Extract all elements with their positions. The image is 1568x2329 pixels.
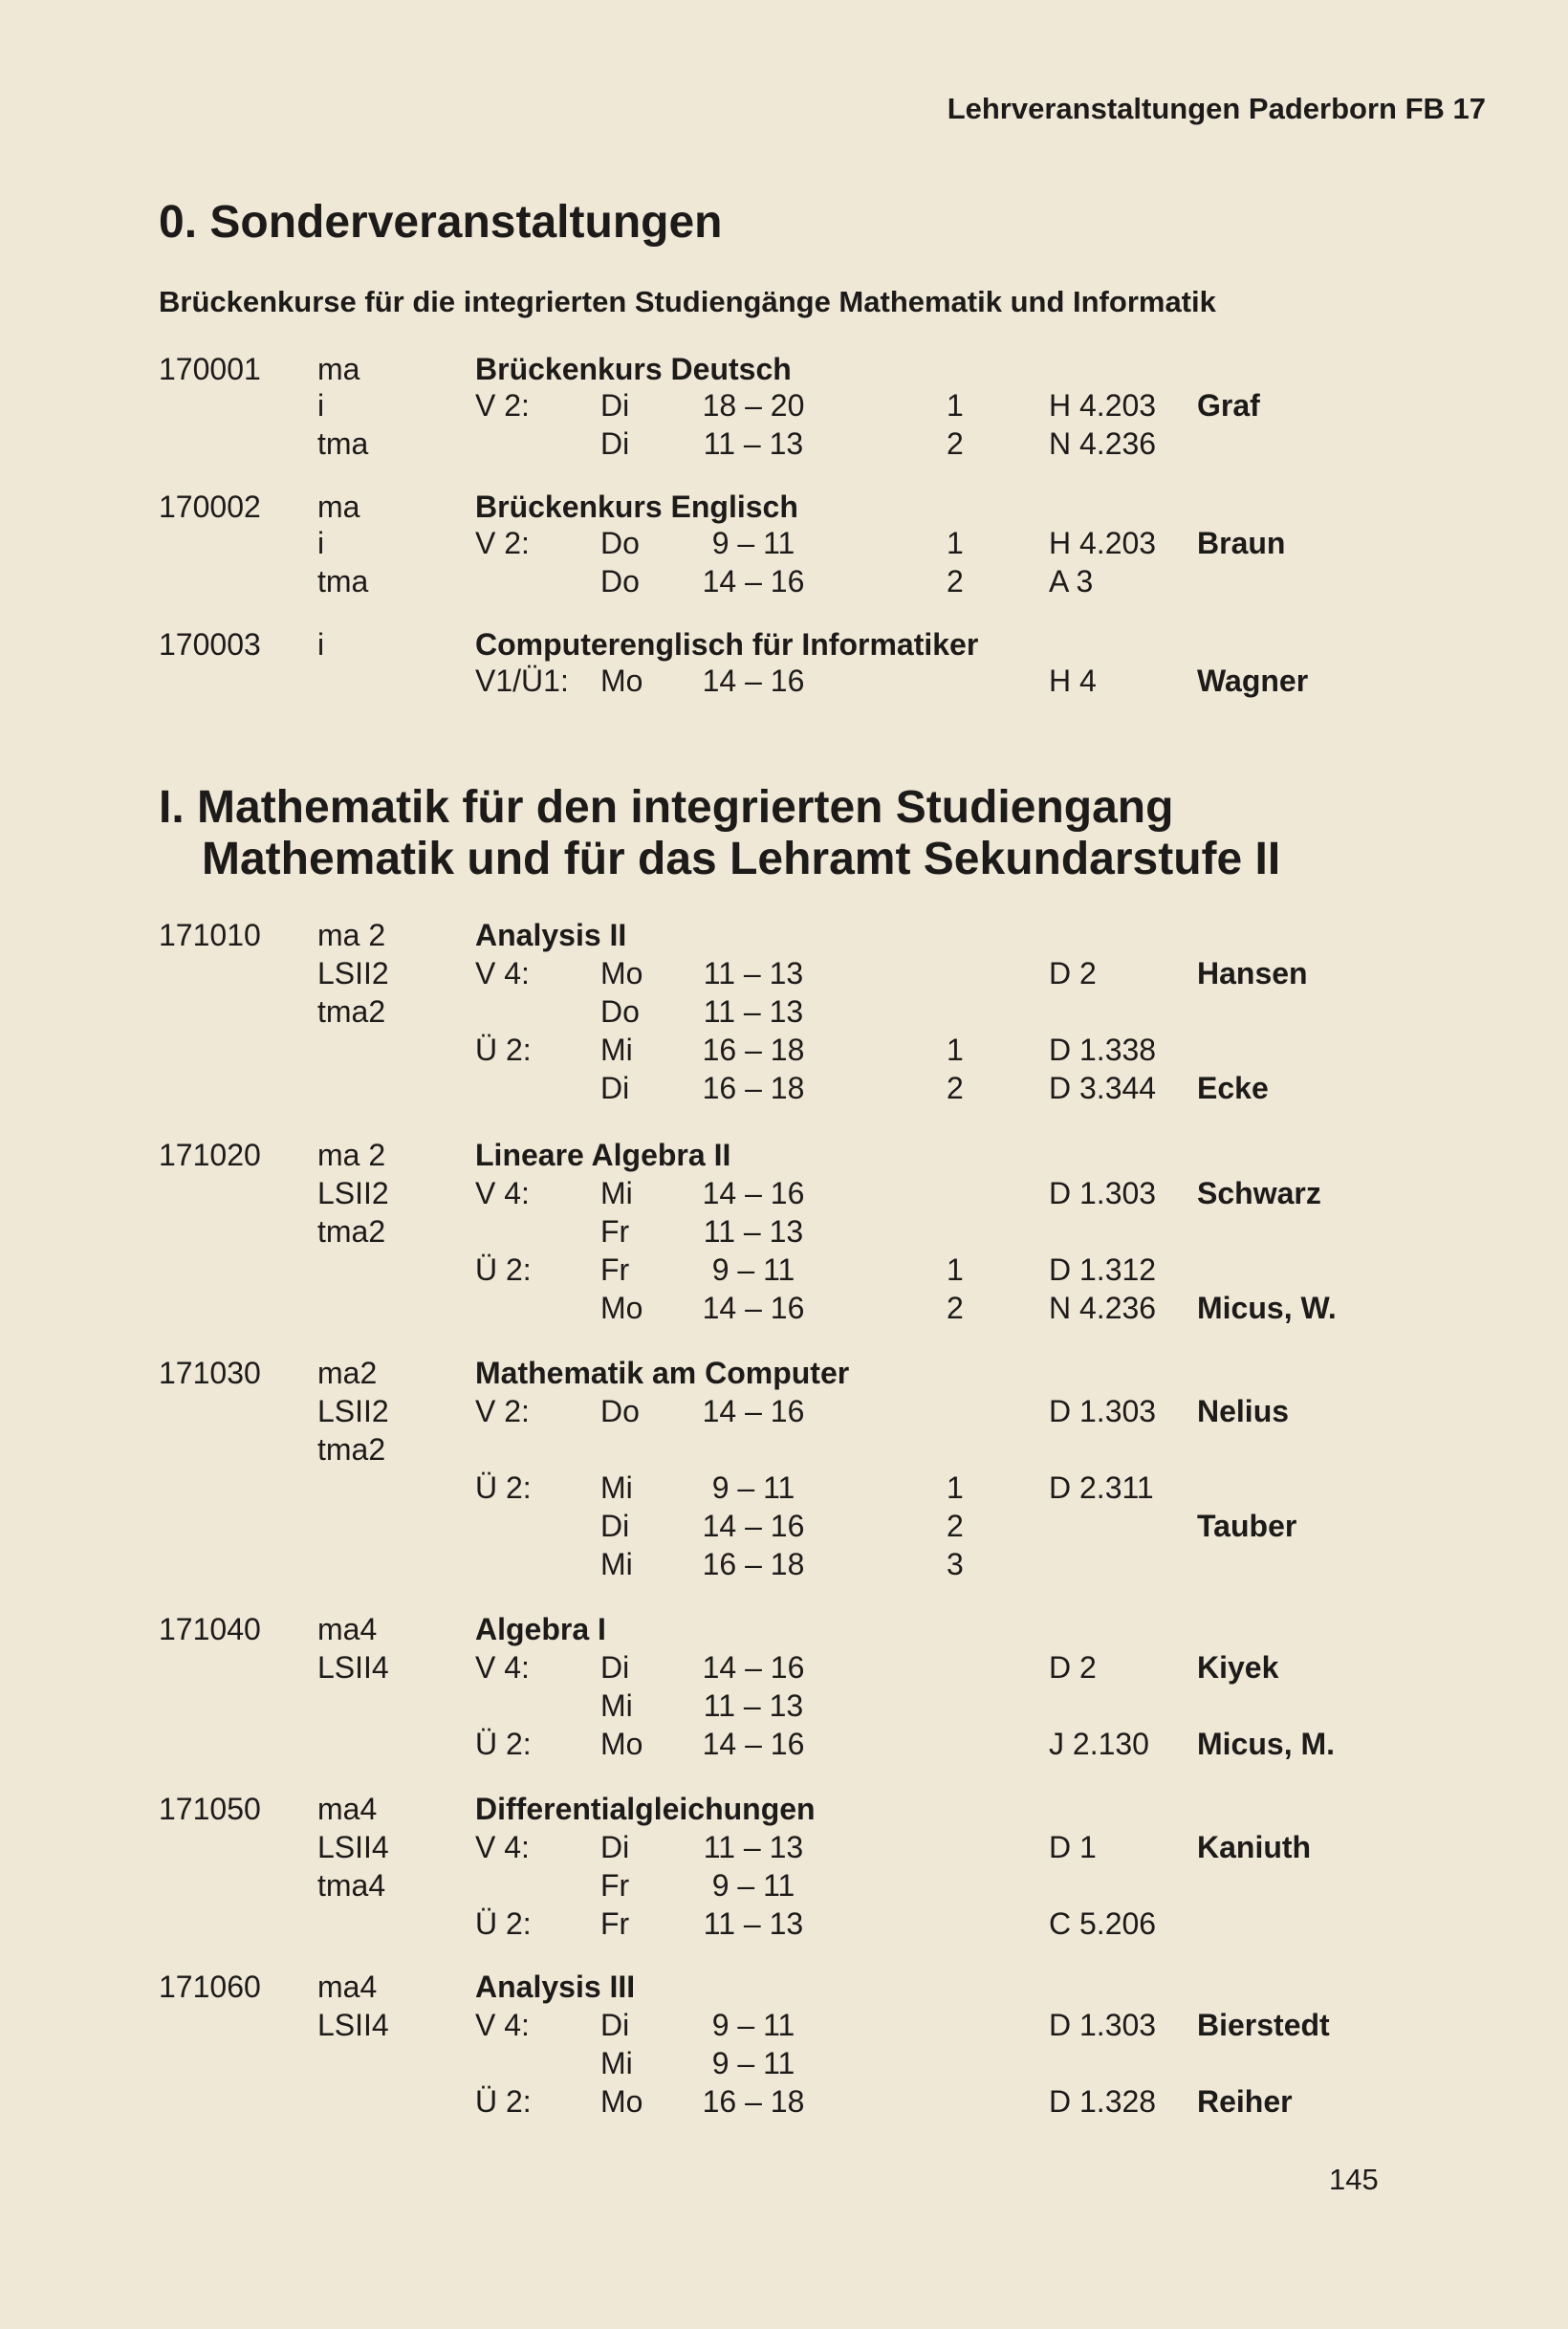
study-program-code: LSII4 [317,2008,389,2042]
time-slot: 16 – 18 [702,1547,805,1581]
course-title-row [0,1610,1568,1648]
weekday: Mo [600,1291,643,1325]
room: H 4.203 [1049,388,1157,423]
time-slot: 9 – 11 [711,1470,795,1505]
study-program-code: tma2 [317,1432,386,1467]
time-slot: 11 – 13 [703,1906,804,1941]
weekday: Mi [600,1033,633,1067]
study-program-code: LSII2 [317,1176,389,1210]
lecturer: Reiher [1197,2084,1293,2119]
study-program-code: LSII2 [317,956,389,990]
study-program-code: ma [317,352,360,386]
group-number: 1 [947,1252,964,1287]
course-title: Brückenkurs Deutsch [475,352,792,386]
group-number: 2 [947,1509,964,1543]
schedule-row [0,1031,1568,1069]
schedule-row [0,1212,1568,1251]
weekday: Di [600,1650,630,1685]
lecturer: Bierstedt [1197,2008,1330,2042]
course-number: 170001 [159,352,261,386]
room: D 2 [1049,1650,1097,1685]
study-program-code: ma4 [317,1970,378,2004]
course-title: Analysis III [475,1970,636,2004]
room: D 2.311 [1049,1470,1154,1505]
course-type: Ü 2: [475,2084,532,2119]
weekday: Do [600,526,640,560]
course-number: 171020 [159,1138,261,1172]
study-program-code: i [317,526,325,560]
room: N 4.236 [1049,426,1157,461]
schedule-row [0,1905,1568,1943]
course-type: Ü 2: [475,1033,532,1067]
study-program-code: ma [317,490,360,524]
weekday: Do [600,994,640,1029]
group-number: 2 [947,426,964,461]
time-slot: 11 – 13 [703,994,804,1029]
study-program-code: tma2 [317,1214,386,1249]
schedule-row [0,1430,1568,1469]
time-slot: 14 – 16 [702,564,805,599]
schedule-row [0,1687,1568,1725]
time-slot: 11 – 13 [703,1214,804,1249]
room: D 1.338 [1049,1033,1157,1067]
schedule-row [0,386,1568,424]
course-number: 171030 [159,1356,261,1390]
weekday: Mo [600,664,643,698]
room: D 1.328 [1049,2084,1157,2119]
schedule-row [0,992,1568,1031]
study-program-code: ma4 [317,1612,378,1646]
study-program-code: ma 2 [317,1138,386,1172]
weekday: Do [600,1394,640,1428]
course-title-row [0,1136,1568,1174]
time-slot: 16 – 18 [702,1071,805,1105]
course-number: 170003 [159,627,261,662]
time-slot: 14 – 16 [702,1291,805,1325]
lecturer: Ecke [1197,1071,1269,1105]
weekday: Di [600,1830,630,1864]
schedule-row [0,662,1568,700]
schedule-row [0,562,1568,600]
course-number: 170002 [159,490,261,524]
time-slot: 14 – 16 [702,1509,805,1543]
weekday: Fr [600,1906,630,1941]
section-1-title-line-1: I. Mathematik für den integrierten Studiengang [159,782,1174,833]
room: J 2.130 [1049,1727,1149,1761]
weekday: Di [600,388,630,423]
lecturer: Braun [1197,526,1286,560]
weekday: Do [600,564,640,599]
group-number: 1 [947,526,964,560]
schedule-row [0,1289,1568,1327]
room: D 1.303 [1049,2008,1157,2042]
course-title: Computerenglisch für Informatiker [475,627,979,662]
study-program-code: ma 2 [317,918,386,952]
study-program-code: tma [317,426,369,461]
study-program-code: tma4 [317,1868,386,1903]
course-type: V 2: [475,1394,530,1428]
schedule-row [0,2082,1568,2121]
study-program-code: tma [317,564,369,599]
room: A 3 [1049,564,1094,599]
course-type: V 4: [475,2008,530,2042]
schedule-row [0,1545,1568,1583]
course-title: Algebra I [475,1612,606,1646]
time-slot: 9 – 11 [711,526,795,560]
weekday: Mi [600,1547,633,1581]
time-slot: 11 – 13 [703,956,804,990]
time-slot: 14 – 16 [702,664,805,698]
study-program-code: ma4 [317,1792,378,1826]
course-type: Ü 2: [475,1470,532,1505]
time-slot: 11 – 13 [703,1688,804,1723]
study-program-code: ma2 [317,1356,378,1390]
room: H 4 [1049,664,1097,698]
time-slot: 11 – 13 [703,426,804,461]
room: C 5.206 [1049,1906,1157,1941]
group-number: 3 [947,1547,964,1581]
course-type: V 4: [475,1176,530,1210]
room: D 2 [1049,956,1097,990]
course-title: Brückenkurs Englisch [475,490,798,524]
weekday: Mo [600,956,643,990]
schedule-row [0,2006,1568,2044]
section-1-title-line-2: Mathematik und für das Lehramt Sekundarstufe II [202,834,1281,884]
room: D 1.303 [1049,1394,1157,1428]
weekday: Mo [600,1727,643,1761]
study-program-code: LSII4 [317,1830,389,1864]
schedule-row [0,1725,1568,1763]
time-slot: 18 – 20 [702,388,805,423]
course-title: Analysis II [475,918,627,952]
group-number: 1 [947,1470,964,1505]
schedule-row [0,1069,1568,1107]
group-number: 1 [947,1033,964,1067]
time-slot: 9 – 11 [711,1252,795,1287]
lecturer: Hansen [1197,956,1308,990]
course-title: Differentialgleichungen [475,1792,816,1826]
course-number: 171040 [159,1612,261,1646]
time-slot: 14 – 16 [702,1176,805,1210]
course-type: V 4: [475,956,530,990]
section-0-title: 0. Sonderveranstaltungen [159,197,723,248]
group-number: 2 [947,564,964,599]
time-slot: 9 – 11 [711,1868,795,1903]
weekday: Fr [600,1252,630,1287]
time-slot: 14 – 16 [702,1650,805,1685]
course-title-row [0,1968,1568,2006]
schedule-row [0,1866,1568,1905]
study-program-code: LSII4 [317,1650,389,1685]
section-0-subtitle: Brückenkurse für die integrierten Studiengänge Mathematik und Informatik [159,285,1216,318]
time-slot: 16 – 18 [702,1033,805,1067]
room: H 4.203 [1049,526,1157,560]
study-program-code: i [317,388,325,423]
room: D 1.303 [1049,1176,1157,1210]
weekday: Fr [600,1868,630,1903]
lecturer: Wagner [1197,664,1309,698]
course-type: V 4: [475,1830,530,1864]
room: N 4.236 [1049,1291,1157,1325]
course-title: Mathematik am Computer [475,1356,850,1390]
study-program-code: tma2 [317,994,386,1029]
weekday: Mi [600,1688,633,1723]
schedule-row [0,524,1568,562]
lecturer: Micus, M. [1197,1727,1336,1761]
weekday: Mi [600,2046,633,2080]
weekday: Di [600,1509,630,1543]
time-slot: 14 – 16 [702,1394,805,1428]
course-type: V 2: [475,526,530,560]
schedule-row [0,954,1568,992]
time-slot: 11 – 13 [703,1830,804,1864]
course-title-row [0,916,1568,954]
group-number: 2 [947,1291,964,1325]
schedule-row [0,424,1568,463]
weekday: Di [600,426,630,461]
course-type: Ü 2: [475,1252,532,1287]
room: D 1.312 [1049,1252,1157,1287]
time-slot: 16 – 18 [702,2084,805,2119]
weekday: Mo [600,2084,643,2119]
course-title-row [0,625,1568,664]
course-type: Ü 2: [475,1727,532,1761]
course-type: V1/Ü1: [475,664,569,698]
course-type: V 4: [475,1650,530,1685]
weekday: Mi [600,1176,633,1210]
page-number: 145 [1329,2163,1379,2196]
room: D 1 [1049,1830,1097,1864]
schedule-row [0,1174,1568,1212]
schedule-row [0,1469,1568,1507]
lecturer: Tauber [1197,1509,1297,1543]
schedule-row [0,1828,1568,1866]
lecturer: Micus, W. [1197,1291,1337,1325]
running-header: Lehrveranstaltungen Paderborn FB 17 [947,92,1486,125]
weekday: Mi [600,1470,633,1505]
time-slot: 14 – 16 [702,1727,805,1761]
schedule-row [0,1251,1568,1289]
schedule-row [0,1507,1568,1545]
course-title-row [0,488,1568,526]
course-title-row [0,1354,1568,1392]
course-number: 171010 [159,918,261,952]
schedule-row [0,1648,1568,1687]
study-program-code: i [317,627,325,662]
weekday: Fr [600,1214,630,1249]
weekday: Di [600,2008,630,2042]
schedule-row [0,2044,1568,2082]
schedule-row [0,1392,1568,1430]
study-program-code: LSII2 [317,1394,389,1428]
lecturer: Graf [1197,388,1260,423]
time-slot: 9 – 11 [711,2046,795,2080]
group-number: 1 [947,388,964,423]
course-number: 171050 [159,1792,261,1826]
course-title-row [0,1790,1568,1828]
course-title-row [0,350,1568,388]
course-title: Lineare Algebra II [475,1138,731,1172]
lecturer: Kaniuth [1197,1830,1312,1864]
lecturer: Kiyek [1197,1650,1279,1685]
room: D 3.344 [1049,1071,1157,1105]
time-slot: 9 – 11 [711,2008,795,2042]
course-number: 171060 [159,1970,261,2004]
group-number: 2 [947,1071,964,1105]
lecturer: Nelius [1197,1394,1290,1428]
weekday: Di [600,1071,630,1105]
course-type: V 2: [475,388,530,423]
lecturer: Schwarz [1197,1176,1321,1210]
course-type: Ü 2: [475,1906,532,1941]
